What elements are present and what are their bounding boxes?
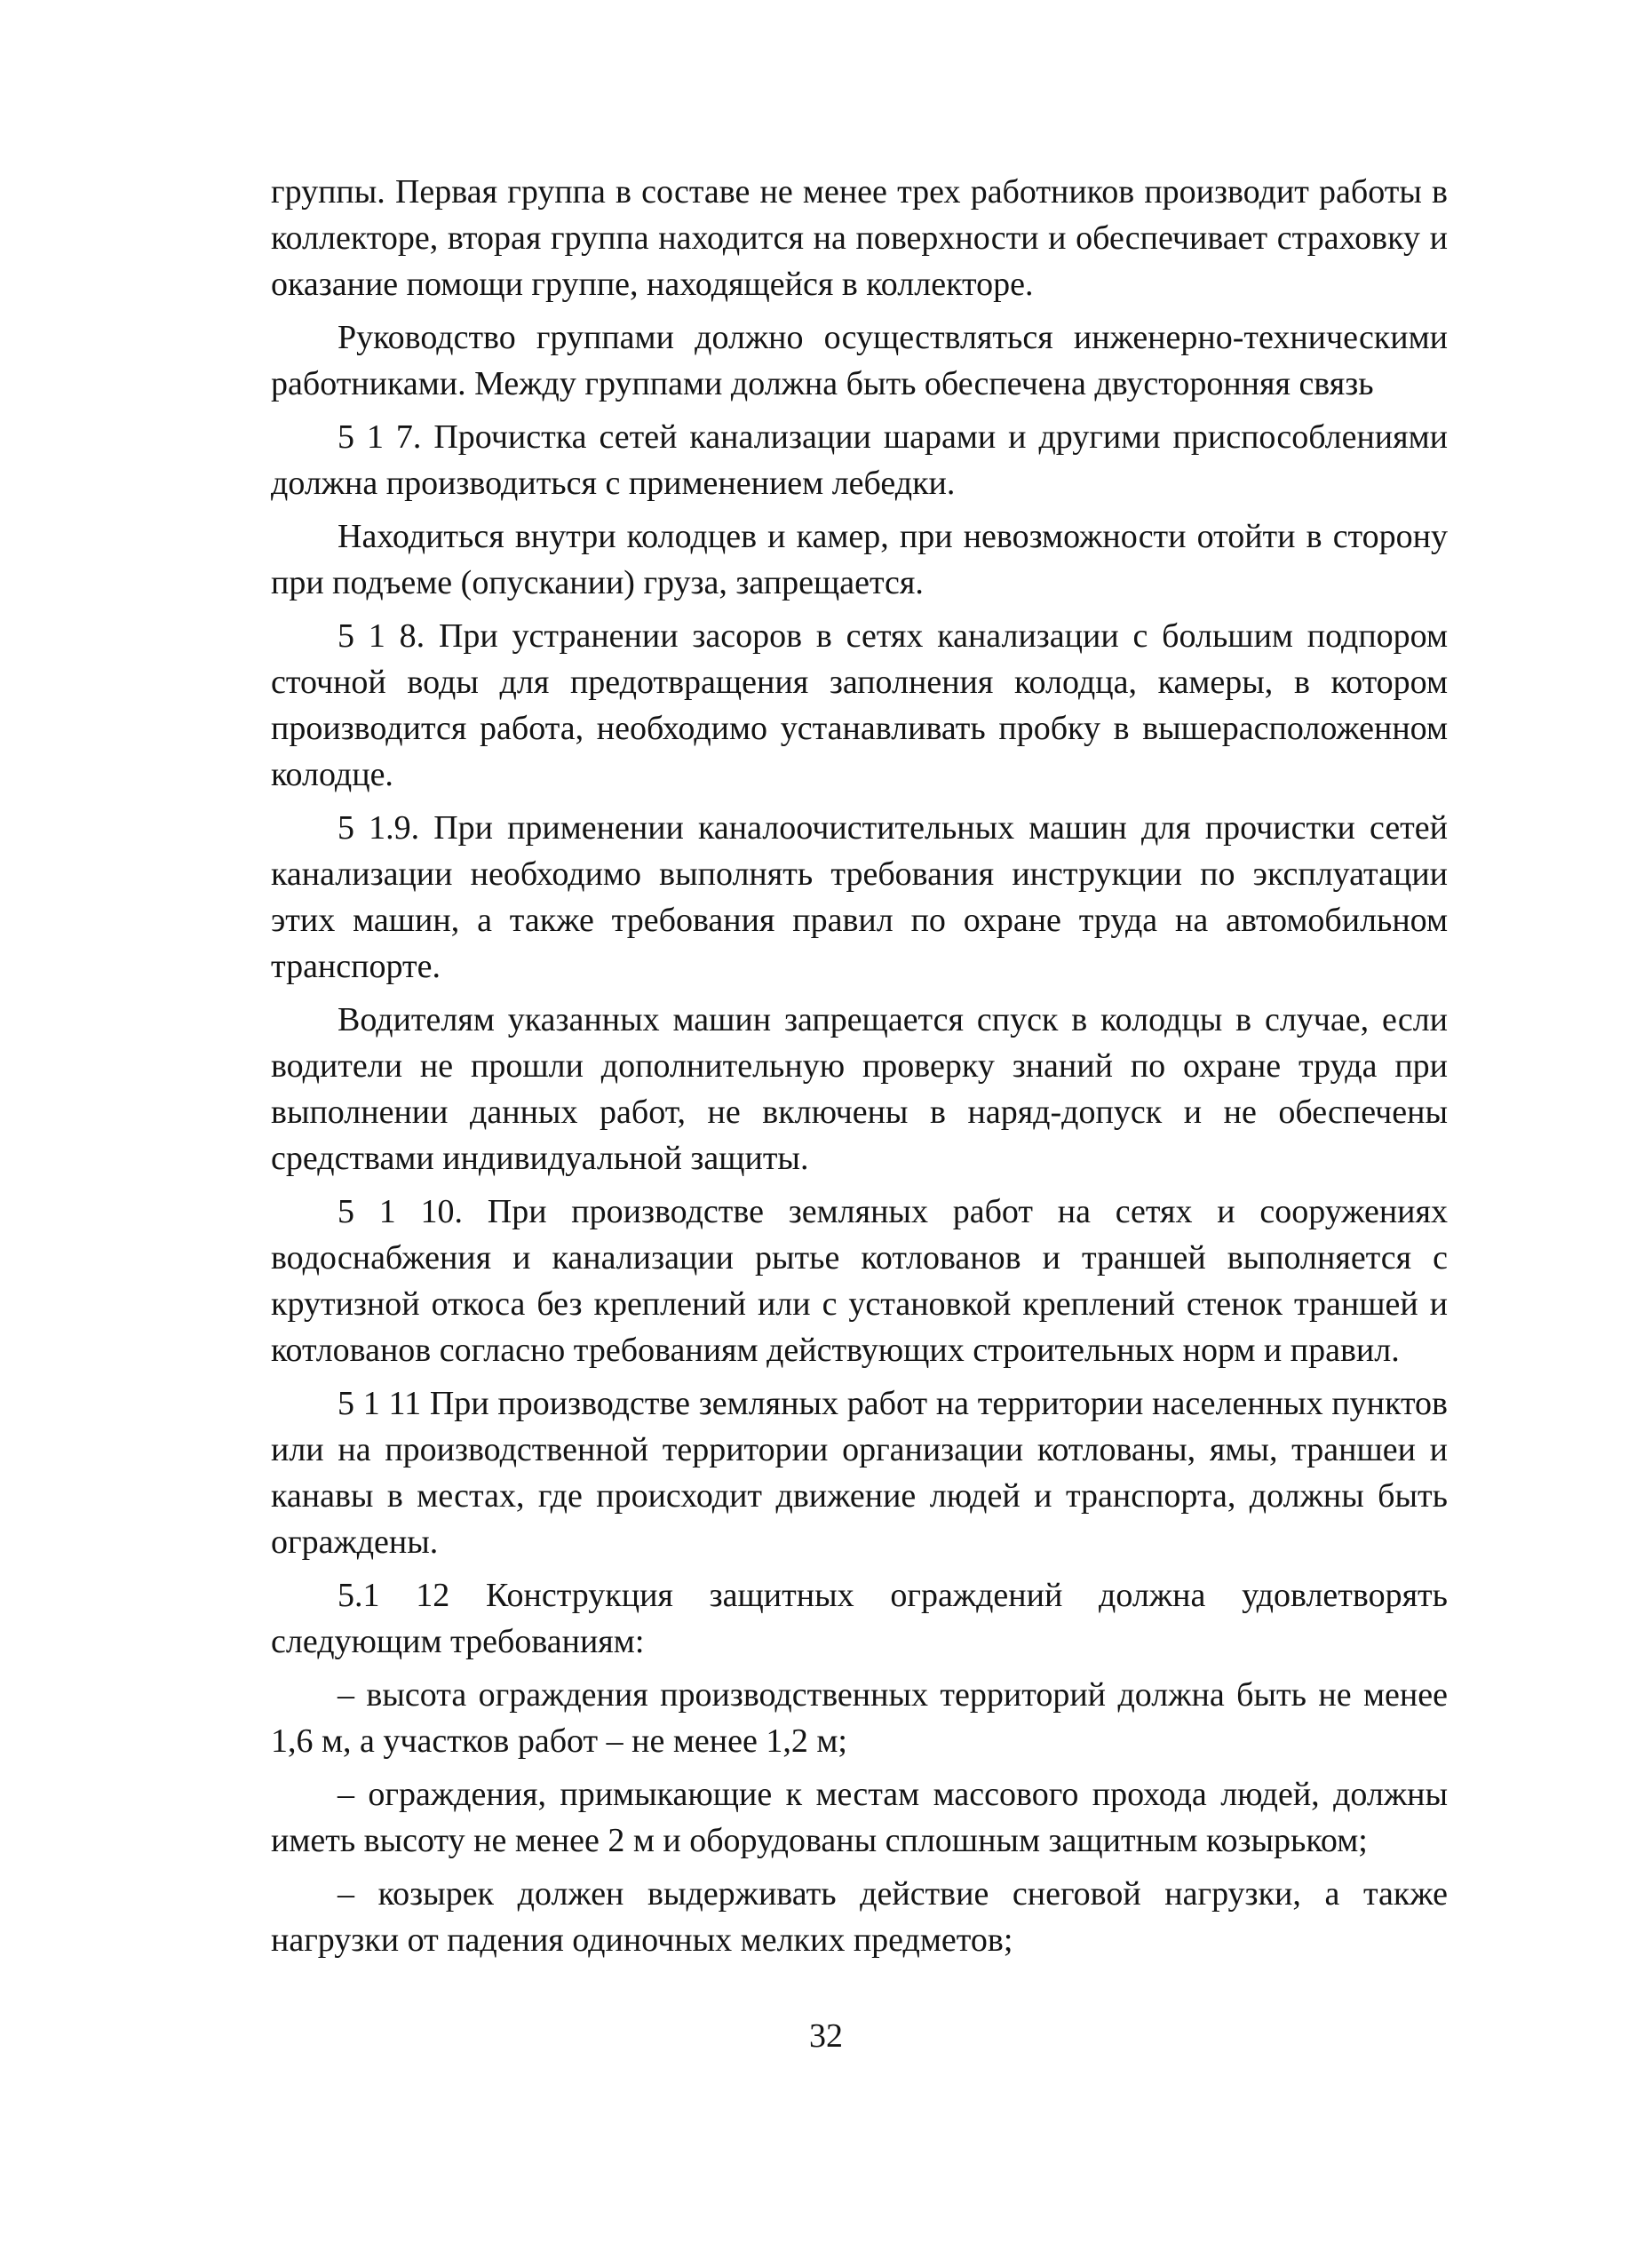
list-item: – козырек должен выдерживать действие снеговой нагрузки, а также нагрузки от падения одиночных мелких предметов; bbox=[271, 1875, 1448, 1959]
paragraph: 5 1.9. При применении каналоочистительных машин для прочистки сетей канализации необходимо выполнять требования инструкции по эксплуатации этих машин, а также требования правил по охране труда на автомобильном транспорте. bbox=[271, 809, 1448, 985]
paragraph: Находиться внутри колодцев и камер, при невозможности отойти в сторону при подъеме (опускании) груза, запрещается. bbox=[271, 518, 1448, 601]
paragraph: 5.1 12 Конструкция защитных ограждений должна удовлетворять следующим требованиям: bbox=[271, 1577, 1448, 1660]
page-number: 32 bbox=[809, 2017, 843, 2055]
paragraph: 5 1 8. При устранении засоров в сетях канализации с большим подпором сточной воды для предотвращения заполнения колодца, камеры, в котором производится работа, необходимо устанавливать пробку в вышерасположенном колодце. bbox=[271, 617, 1448, 793]
list-item: – ограждения, примыкающие к местам массового прохода людей, должны иметь высоту не менее 2 м и оборудованы сплошным защитным козырьком; bbox=[271, 1776, 1448, 1859]
list-item: – высота ограждения производственных территорий должна быть не менее 1,6 м, а участков работ – не менее 1,2 м; bbox=[271, 1676, 1448, 1760]
body-text bbox=[271, 169, 1448, 1970]
paragraph: группы. Первая группа в составе не менее трех работников производит работы в коллекторе, вторая группа находится на поверхности и обеспечивает страховку и оказание помощи группе, находящейся в коллекторе. bbox=[271, 173, 1448, 303]
paragraph: 5 1 10. При производстве земляных работ на сетях и сооружениях водоснабжения и канализации рытье котлованов и траншей выполняется с крутизной откоса без креплений или с установкой креплений стенок траншей и котлованов согласно требованиям действующих строительных норм и правил. bbox=[271, 1193, 1448, 1369]
paragraph: 5 1 7. Прочистка сетей канализации шарами и другими приспособлениями должна производиться с применением лебедки. bbox=[271, 418, 1448, 502]
paragraph: Руководство группами должно осуществляться инженерно-техническими работниками. Между группами должна быть обеспечена двусторонняя связь bbox=[271, 319, 1448, 402]
paragraph: 5 1 11 При производстве земляных работ на территории населенных пунктов или на производственной территории организации котлованы, ямы, траншеи и канавы в местах, где происходит движение людей и транспорта, должны быть ограждены. bbox=[271, 1385, 1448, 1561]
paragraph: Водителям указанных машин запрещается спуск в колодцы в случае, если водители не прошли дополнительную проверку знаний по охране труда при выполнении данных работ, не включены в наряд-допуск и не обеспечены средствами индивидуальной защиты. bbox=[271, 1001, 1448, 1177]
